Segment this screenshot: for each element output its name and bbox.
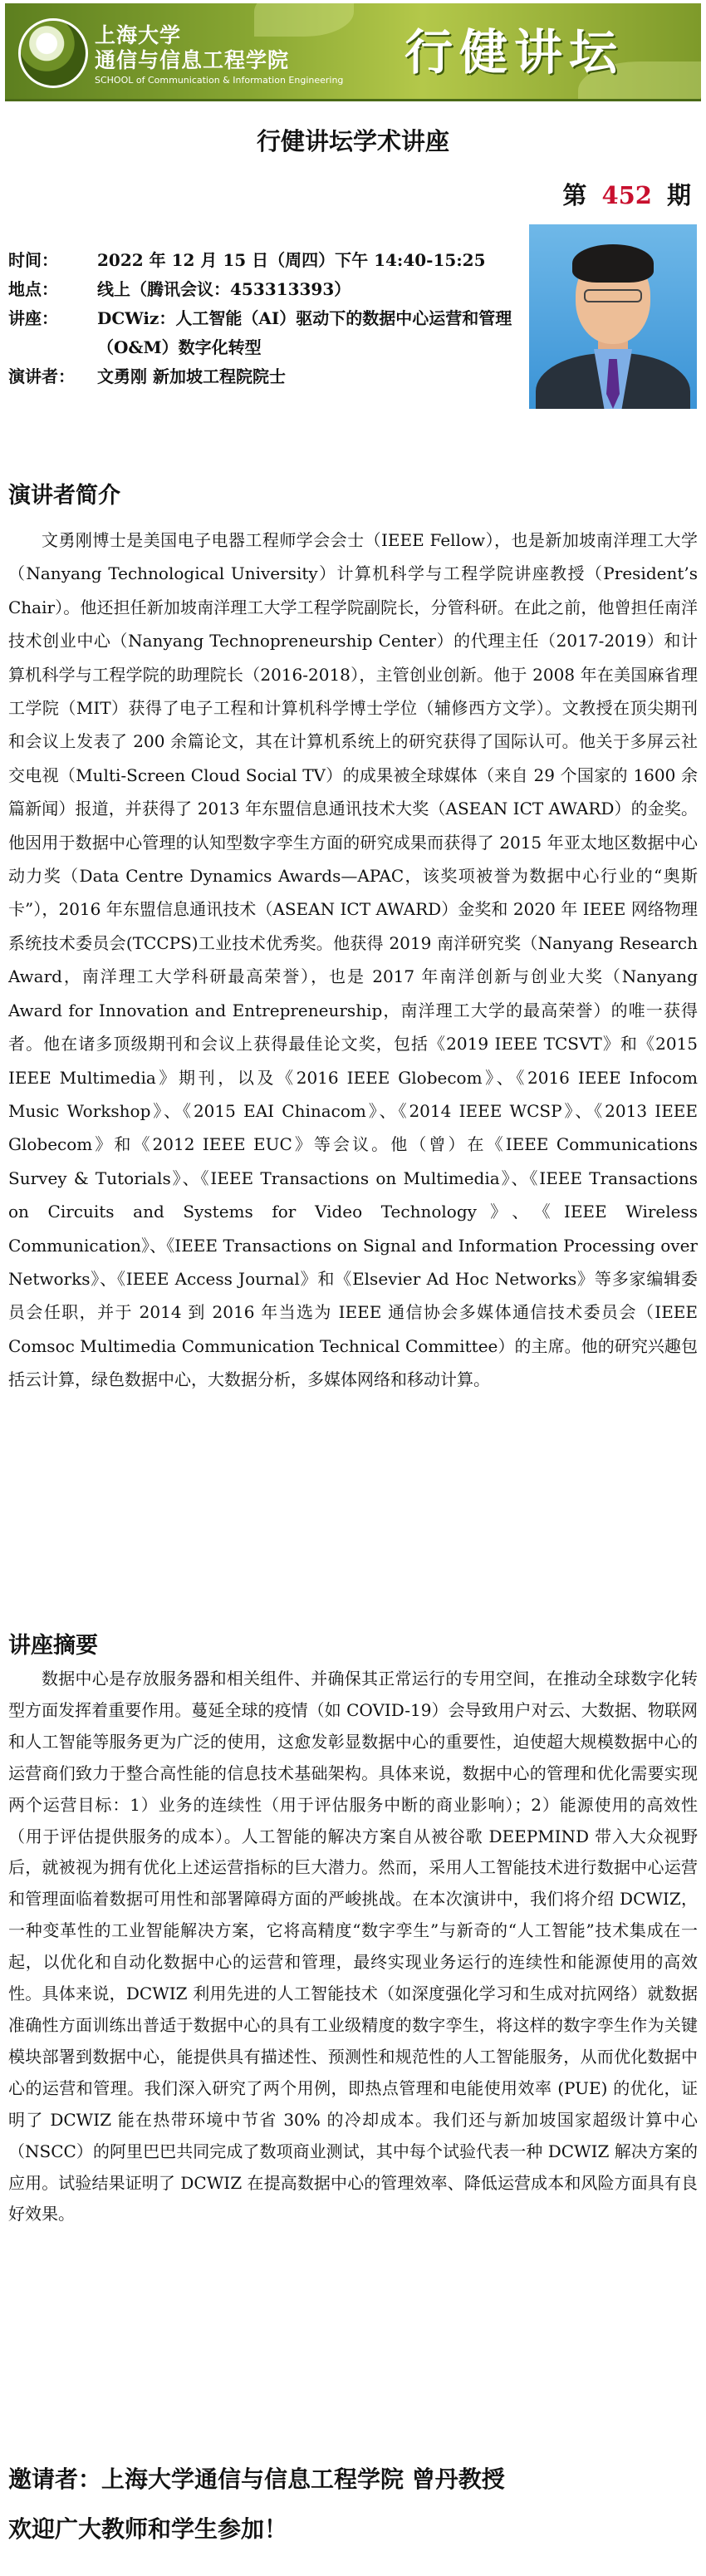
photo-hair xyxy=(572,244,654,283)
info-row-lecture xyxy=(8,304,515,362)
speaker-photo xyxy=(529,224,697,409)
school-name-en: SCHOOL of Communication & Information Engineering xyxy=(95,75,344,86)
info-row-place xyxy=(8,275,515,304)
page-title: 行健讲坛学术讲座 xyxy=(256,127,449,155)
abstract-text: 数据中心是存放服务器和相关组件、并确保其正常运行的专用空间，在推动全球数字化转型方面发挥着重要作用。蔓延全球的疫情（如 COVID-19）会导致用户对云、大数据、物联网和人工智能等服务更为广泛的使用，这愈发彰显数据中心的重要性，迫使超大规模数据中心的运营商们致力于整合高性能的信息技术基础架构。具体来说，数据中心的管理和优化需要实现两个运营目标：1）业务的连续性（用于评估服务中断的商业影响）；2）能源使用的高效性（用于评估提供服务的成本）。人工智能的解决方案自从被谷歌 DEEPMIND 带入大众视野后，就被视为拥有优化上述运营指标的巨大潜力。然而，采用人工智能技术进行数据中心运营和管理面临着数据可用性和部署障碍方面的严峻挑战。在本次演讲中，我们将介绍 DCWIZ，一种变革性的工业智能解决方案，它将高精度“数字孪生”与新奇的“人工智能”技术集成在一起，以优化和自动化数据中心的运营和管理，最终实现业务运行的连续性和能源使用的高效性。具体来说，DCWIZ 利用先进的人工智能技术（如深度强化学习和生成对抗网络）就数据准确性方面训练出普适于数据中心的具有工业级精度的数字孪生，将这样的数字孪生作为关键模块部署到数据中心，能提供具有描述性、预测性和规范性的人工智能服务，从而优化数据中心的运营和管理。我们深入研究了两个用例，即热点管理和电能使用效率 (PUE) 的优化，证明了 DCWIZ 能在热带环境中节省 30% 的冷却成本。我们还与新加坡国家超级计算中心（NSCC）的阿里巴巴共同完成了数项商业测试，其中每个试验代表一种 DCWIZ 解决方案的应用。试验结果证明了 DCWIZ 在提高数据中心的管理效率、降低运营成本和风险方面具有良好效果。 xyxy=(8,1669,698,2225)
issue-number xyxy=(562,177,691,211)
photo-glasses xyxy=(584,289,642,302)
inviter-line: 邀请者：上海大学通信与信息工程学院 曾丹教授 xyxy=(8,2465,505,2493)
place-value: 线上（腾讯会议：453313393） xyxy=(97,279,351,299)
lecture-info xyxy=(8,246,515,391)
bio-heading: 演讲者简介 xyxy=(8,483,120,509)
info-row-time xyxy=(8,246,515,275)
issue-prefix: 第 xyxy=(562,181,587,209)
time-label: 时间： xyxy=(8,250,58,270)
abstract-heading: 讲座摘要 xyxy=(8,1633,98,1659)
info-row-speaker xyxy=(8,362,515,391)
lecture-label: 讲座： xyxy=(8,308,58,328)
issue-number-value: 452 xyxy=(601,181,652,209)
welcome-line: 欢迎广大教师和学生参加！ xyxy=(8,2515,288,2543)
place-label: 地点： xyxy=(8,279,58,299)
time-value: 2022 年 12 月 15 日（周四）下午 14:40-15:25 xyxy=(97,250,486,270)
university-logo-icon xyxy=(18,18,88,88)
header-banner xyxy=(5,3,701,101)
forum-title: 行健讲坛 xyxy=(404,24,624,81)
speaker-label: 演讲者： xyxy=(8,366,75,386)
speaker-name: 文勇刚 新加坡工程院院士 xyxy=(97,366,286,386)
school-name-cn: 上海大学 通信与信息工程学院 xyxy=(95,23,290,72)
bio-text: 文勇刚博士是美国电子电器工程师学会会士（IEEE Fellow），也是新加坡南洋理工大学（Nanyang Technological University）计算机科学与工程学院讲座教授（President’s Chair）。他还担任新加坡南洋理工大学工程学院副院长，分管科研。在此之前，他曾担任南洋技术创业中心（Nanyang Technopreneurship Center）的代理主任（2017-2019）和计算机科学与工程学院的助理院长（2016-2018），主管创业创新。他于 2008 年在美国麻省理工学院（MIT）获得了电子工程和计算机科学博士学位（辅修西方文学）。文教授在顶尖期刊和会议上发表了 200 余篇论文，其在计算机系统上的研究获得了国际认可。他关于多屏云社交电视（Multi-Screen Cloud Social TV）的成果被全球媒体（来自 29 个国家的 1600 余篇新闻）报道，并获得了 2013 年东盟信息通讯技术大奖（ASEAN ICT AWARD）的金奖。他因用于数据中心管理的认知型数字孪生方面的研究成果而获得了 2015 年亚太地区数据中心动力奖（Data Centre Dynamics Awards—APAC，该奖项被誉为数据中心行业的“奥斯卡”），2016 年东盟信息通讯技术（ASEAN ICT AWARD）金奖和 2020 年 IEEE 网络物理系统技术委员会(TCCPS)工业技术优秀奖。他获得 2019 南洋研究奖（Nanyang Research Award，南洋理工大学科研最高荣誉），也是 2017 年南洋创新与创业大奖（Nanyang Award for Innovation and Entrepreneurship，南洋理工大学的最高荣誉）的唯一获得者。他在诸多顶级期刊和会议上获得最佳论文奖，包括《2019 IEEE TCSVT》和《2015 IEEE Multimedia》期刊，以及《2016 IEEE Globecom》、《2016 IEEE Infocom Music Workshop》、《2015 EAI Chinacom》、《2014 IEEE WCSP》、《2013 IEEE Globecom》和《2012 IEEE EUC》等会议。他（曾）在《IEEE Communications Survey & Tutorials》、《IEEE Transactions on Multimedia》、《IEEE Transactions on Circuits and Systems for Video Technology》、《IEEE Wireless Communication》、《IEEE Transactions on Signal and Information Processing over Networks》、《IEEE Access Journal》和《Elsevier Ad Hoc Networks》等多家编辑委员会任职，并于 2014 到 2016 年当选为 IEEE 通信协会多媒体通信技术委员会（IEEE Comsoc Multimedia Communication Technical Committee）的主席。他的研究兴趣包括云计算，绿色数据中心，大数据分析，多媒体网络和移动计算。 xyxy=(8,530,698,1390)
lecture-title: DCWiz：人工智能（AI）驱动下的数据中心运营和管理（O&M）数字化转型 xyxy=(97,308,512,357)
issue-suffix: 期 xyxy=(666,181,691,209)
